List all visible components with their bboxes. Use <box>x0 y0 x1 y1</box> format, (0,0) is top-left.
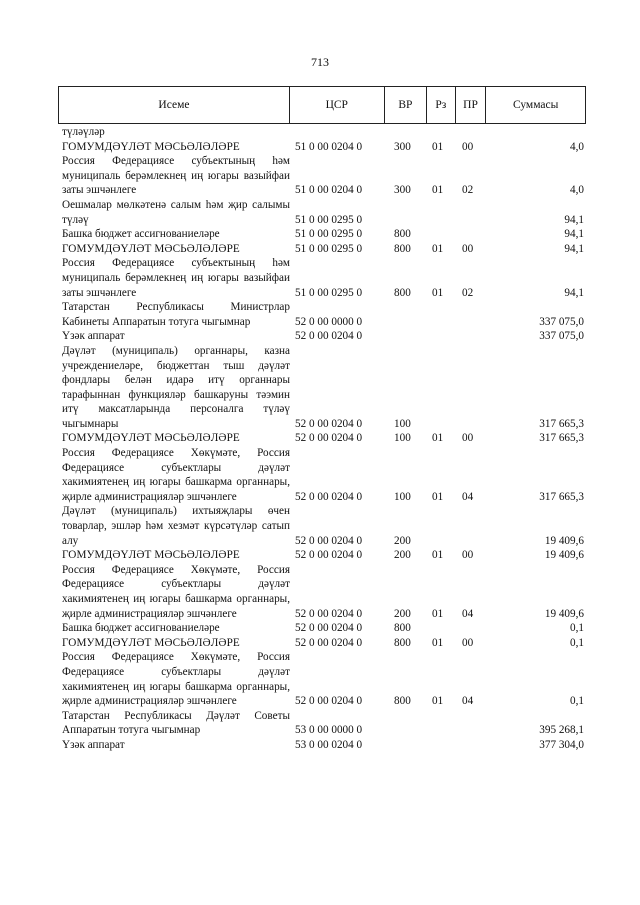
cell-sum: 317 665,3 <box>539 490 584 503</box>
cell-sum: 19 409,6 <box>544 607 584 620</box>
cell-name: Россия Федерациясе Хөкүмәте, Россия Федерациясе субъектлары дәүләт хакимиятенең иң югары башкарма органнары, җирле администрацияләр эшчәнлеге <box>62 563 290 620</box>
cell-name: ГОМУМДӘҮЛӘТ МӘСЬӘЛӘЛӘРЕ <box>62 242 240 255</box>
table-body <box>58 125 586 753</box>
cell-vr: 300 <box>394 184 411 197</box>
table-row <box>58 709 586 738</box>
table-row <box>58 431 586 446</box>
cell-rz: 01 <box>432 490 444 503</box>
cell-vr: 800 <box>394 622 411 635</box>
cell-csr: 51 0 00 0295 0 <box>295 228 363 241</box>
cell-pr: 00 <box>462 636 474 649</box>
table-row <box>58 446 586 504</box>
cell-csr: 52 0 00 0204 0 <box>295 432 363 445</box>
cell-sum: 317 665,3 <box>539 417 584 430</box>
cell-csr: 52 0 00 0204 0 <box>295 534 363 547</box>
cell-vr: 200 <box>394 549 411 562</box>
cell-pr: 04 <box>462 695 474 708</box>
cell-name: ГОМУМДӘҮЛӘТ МӘСЬӘЛӘЛӘРЕ <box>62 432 240 445</box>
cell-rz: 01 <box>432 636 444 649</box>
cell-name: Оешмалар мөлкәтенә салым һәм җир салымы түләү <box>62 198 290 226</box>
cell-sum: 94,1 <box>564 286 584 299</box>
cell-vr: 800 <box>394 636 411 649</box>
cell-name: Россия Федерациясе Хөкүмәте, Россия Федерациясе субъектлары дәүләт хакимиятенең иң югары башкарма органнары, җирле администрацияләр эшчәнлеге <box>62 651 290 708</box>
cell-csr: 53 0 00 0204 0 <box>295 738 363 751</box>
cell-sum: 19 409,6 <box>544 534 584 547</box>
header-vr: ВР <box>385 87 427 123</box>
table-row <box>58 621 586 636</box>
cell-vr: 100 <box>394 417 411 430</box>
cell-sum: 317 665,3 <box>539 432 584 445</box>
cell-name: Башка бюджет ассигнованиеләре <box>62 622 220 635</box>
cell-csr: 51 0 00 0204 0 <box>295 184 363 197</box>
table-row <box>58 504 586 548</box>
cell-name: Дәүләт (муниципаль) ихтыяҗлары өчен товарлар, эшләр һәм хезмәт күрсәтүләр сатып алу <box>62 505 290 547</box>
cell-vr: 800 <box>394 286 411 299</box>
cell-name: Татарстан Республикасы Министрлар Кабинеты Аппаратын тотуга чыгымнар <box>62 301 290 328</box>
cell-vr: 100 <box>394 432 411 445</box>
cell-vr: 800 <box>394 242 411 255</box>
cell-rz: 01 <box>432 286 444 299</box>
cell-sum: 94,1 <box>564 228 584 241</box>
cell-pr: 00 <box>462 242 474 255</box>
cell-sum: 4,0 <box>570 184 584 197</box>
table-row <box>58 738 586 753</box>
cell-vr: 100 <box>394 490 411 503</box>
cell-rz: 01 <box>432 140 444 153</box>
cell-rz: 01 <box>432 549 444 562</box>
cell-name: ГОМУМДӘҮЛӘТ МӘСЬӘЛӘЛӘРЕ <box>62 636 240 649</box>
cell-sum: 94,1 <box>564 242 584 255</box>
cell-csr: 52 0 00 0204 0 <box>295 622 363 635</box>
cell-sum: 0,1 <box>570 636 584 649</box>
table-row <box>58 636 586 651</box>
header-rz: Рз <box>427 87 456 123</box>
table-row <box>58 563 586 621</box>
cell-sum: 0,1 <box>570 695 584 708</box>
table-row <box>58 548 586 563</box>
cell-pr: 04 <box>462 607 474 620</box>
cell-pr: 00 <box>462 140 474 153</box>
cell-name: Үзәк аппарат <box>62 330 125 343</box>
cell-rz: 01 <box>432 607 444 620</box>
table-header <box>58 86 586 124</box>
cell-name: Россия Федерациясе субъектының һәм муниципаль берәмлекнең иң югары вазыйфаи заты эшчәнлеге <box>62 155 290 197</box>
cell-sum: 395 268,1 <box>539 724 584 737</box>
cell-vr: 300 <box>394 140 411 153</box>
cell-sum: 94,1 <box>564 213 584 226</box>
cell-rz: 01 <box>432 432 444 445</box>
cell-sum: 337 075,0 <box>539 330 584 343</box>
cell-pr: 02 <box>462 286 474 299</box>
table-row <box>58 140 586 155</box>
table-row <box>58 650 586 708</box>
cell-name: Россия Федерациясе субъектының һәм муниципаль берәмлекнең иң югары вазыйфаи заты эшчәнлеге <box>62 257 290 299</box>
cell-csr: 53 0 00 0000 0 <box>295 724 363 737</box>
cell-rz: 01 <box>432 695 444 708</box>
table-row <box>58 242 586 257</box>
cell-pr: 00 <box>462 549 474 562</box>
table-row <box>58 329 586 344</box>
header-sum: Суммасы <box>512 99 559 111</box>
cell-vr: 200 <box>394 607 411 620</box>
cell-csr: 52 0 00 0204 0 <box>295 417 363 430</box>
table-row <box>58 125 586 140</box>
cell-name: Үзәк аппарат <box>62 738 125 751</box>
cell-name: ГОМУМДӘҮЛӘТ МӘСЬӘЛӘЛӘРЕ <box>62 140 240 153</box>
cell-vr: 800 <box>394 695 411 708</box>
cell-vr: 200 <box>394 534 411 547</box>
cell-sum: 19 409,6 <box>544 549 584 562</box>
cell-csr: 52 0 00 0204 0 <box>295 490 363 503</box>
cell-rz: 01 <box>432 184 444 197</box>
table-row <box>58 198 586 227</box>
cell-csr: 51 0 00 0295 0 <box>295 286 363 299</box>
table-row <box>58 227 586 242</box>
cell-csr: 51 0 00 0204 0 <box>295 140 363 153</box>
header-name: Исеме <box>59 87 290 123</box>
cell-name: Башка бюджет ассигнованиеләре <box>62 228 220 241</box>
cell-csr: 52 0 00 0204 0 <box>295 607 363 620</box>
cell-name: Россия Федерациясе Хөкүмәте, Россия Федерациясе субъектлары дәүләт хакимиятенең иң югары башкарма органнары, җирле администрацияләр эшчәнлеге <box>62 447 290 503</box>
cell-rz: 01 <box>432 242 444 255</box>
table-row <box>58 154 586 198</box>
cell-csr: 52 0 00 0204 0 <box>295 695 363 708</box>
page-number: 713 <box>311 55 329 69</box>
table-row <box>58 256 586 300</box>
cell-pr: 00 <box>462 432 474 445</box>
cell-name: ГОМУМДӘҮЛӘТ МӘСЬӘЛӘЛӘРЕ <box>62 549 240 562</box>
cell-name: Татарстан Республикасы Дәүләт Советы Аппаратын тотуга чыгымнар <box>62 709 290 737</box>
cell-sum: 337 075,0 <box>539 315 584 328</box>
cell-csr: 52 0 00 0000 0 <box>295 315 363 328</box>
cell-pr: 04 <box>462 490 474 503</box>
cell-csr: 51 0 00 0295 0 <box>295 242 363 255</box>
cell-name: түләүләр <box>62 126 105 138</box>
table-row <box>58 344 586 432</box>
header-pr: ПР <box>456 87 487 123</box>
cell-csr: 51 0 00 0295 0 <box>295 213 363 226</box>
cell-name: Дәүләт (муниципаль) органнары, казна учреждениеләре, бюджеттан тыш дәүләт фондлары белән идарә итү органнары тарафыннан функцияләр башкаруны тәэмин итү максатларында персоналга түләү чыгымнары <box>62 344 290 430</box>
cell-csr: 52 0 00 0204 0 <box>295 549 363 562</box>
cell-pr: 02 <box>462 184 474 197</box>
cell-sum: 377 304,0 <box>539 738 584 751</box>
budget-table <box>58 86 586 753</box>
cell-csr: 52 0 00 0204 0 <box>295 330 363 343</box>
cell-csr: 52 0 00 0204 0 <box>295 636 363 649</box>
cell-vr: 800 <box>394 228 411 241</box>
table-row <box>58 300 586 329</box>
header-csr: ЦСР <box>290 87 385 123</box>
cell-sum: 4,0 <box>570 140 584 153</box>
cell-sum: 0,1 <box>570 622 584 635</box>
